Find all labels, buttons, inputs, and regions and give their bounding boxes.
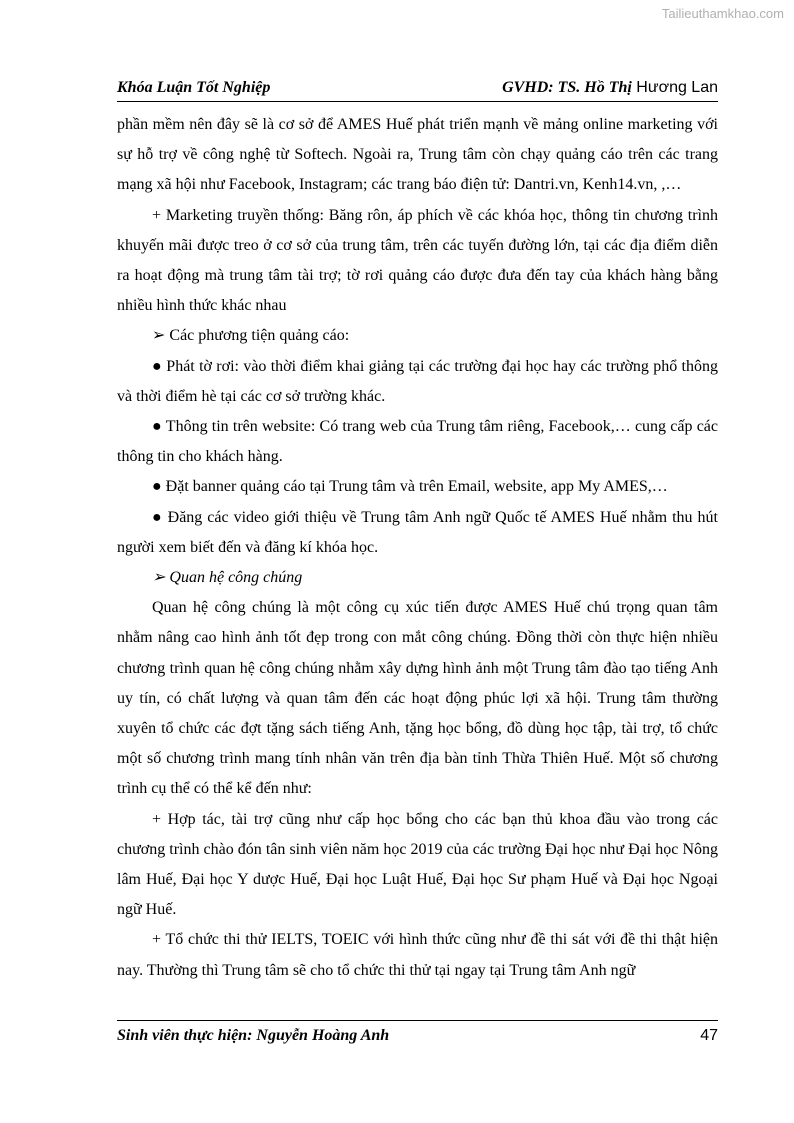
paragraph: Quan hệ công chúng là một công cụ xúc tiến được AMES Huế chú trọng quan tâm nhằm nâng cao hình ảnh tốt đẹp trong con mắt công chúng. Đồng thời còn thực hiện nhiều chương trình quan hệ công chúng nhằm xây dựng hình ảnh một Trung tâm đào tạo tiếng Anh uy tín, có chất lượng và quan tâm đến các hoạt động phúc lợi xã hội. Trung tâm thường xuyên tổ chức các đợt tặng sách tiếng Anh, tặng học bổng, đồ dùng học tập, tài trợ, tổ chức một số chương trình mang tính nhân văn trên địa bàn tỉnh Thừa Thiên Huế. Một số chương trình cụ thể có thể kể đến như: bbox=[117, 599, 718, 798]
header-title: Khóa Luận Tốt Nghiệp bbox=[117, 79, 271, 96]
page-footer bbox=[117, 1020, 718, 1049]
bullet-item: ● Đăng các video giới thiệu về Trung tâm Anh ngữ Quốc tế AMES Huế nhằm thu hút người xem biết đến và đăng kí khóa học. bbox=[117, 508, 718, 556]
subheading: ➢ Các phương tiện quảng cáo: bbox=[152, 327, 350, 345]
page-number: 47 bbox=[700, 1027, 718, 1044]
header-advisor-label: GVHD: TS. Hồ Thị bbox=[502, 79, 632, 96]
paragraph: + Marketing truyền thống: Băng rôn, áp phích về các khóa học, thông tin chương trình khuyến mãi được treo ở cơ sở của trung tâm, trên các tuyến đường lớn, tại các địa điểm diễn ra hoạt động mà trung tâm tài trợ; tờ rơi quảng cáo được đưa đến tay của khách hàng bằng nhiều hình thức khác nhau bbox=[117, 206, 718, 315]
bullet-item: ● Đặt banner quảng cáo tại Trung tâm và trên Email, website, app My AMES,… bbox=[152, 478, 668, 496]
bullet-item: ● Phát tờ rơi: vào thời điểm khai giảng tại các trường đại học hay các trường phổ thông và thời điểm hè tại các cơ sở trường khác. bbox=[117, 357, 718, 405]
header-advisor-name: Hương Lan bbox=[631, 79, 718, 96]
page-header bbox=[117, 79, 718, 102]
header-advisor bbox=[502, 79, 718, 97]
footer-author: Sinh viên thực hiện: Nguyễn Hoàng Anh bbox=[117, 1027, 390, 1044]
watermark: Tailieuthamkhao.com bbox=[661, 6, 784, 21]
paragraph: + Tổ chức thi thử IELTS, TOEIC với hình thức cũng như đề thi sát với đề thi thật hiện nay. Thường thì Trung tâm sẽ cho tổ chức thi thử tại ngay tại Trung tâm Anh ngữ bbox=[117, 931, 718, 979]
page-body bbox=[117, 110, 718, 986]
paragraph: + Hợp tác, tài trợ cũng như cấp học bổng cho các bạn thủ khoa đầu vào trong các chương trình chào đón tân sinh viên năm học 2019 của các trường Đại học như Đại học Nông lâm Huế, Đại học Y dược Huế, Đại học Luật Huế, Đại học Sư phạm Huế và Đại học Ngoại ngữ Huế. bbox=[117, 810, 718, 919]
bullet-item: ● Thông tin trên website: Có trang web của Trung tâm riêng, Facebook,… cung cấp các thông tin cho khách hàng. bbox=[117, 418, 718, 466]
paragraph: phần mềm nên đây sẽ là cơ sở để AMES Huế phát triển mạnh về mảng online marketing với sự hỗ trợ về công nghệ từ Softech. Ngoài ra, Trung tâm còn chạy quảng cáo trên các trang mạng xã hội như Facebook, Instagram; các trang báo điện tử: Dantri.vn, Kenh14.vn, ,… bbox=[117, 116, 718, 194]
section-heading: ➢ Quan hệ công chúng bbox=[152, 569, 303, 587]
